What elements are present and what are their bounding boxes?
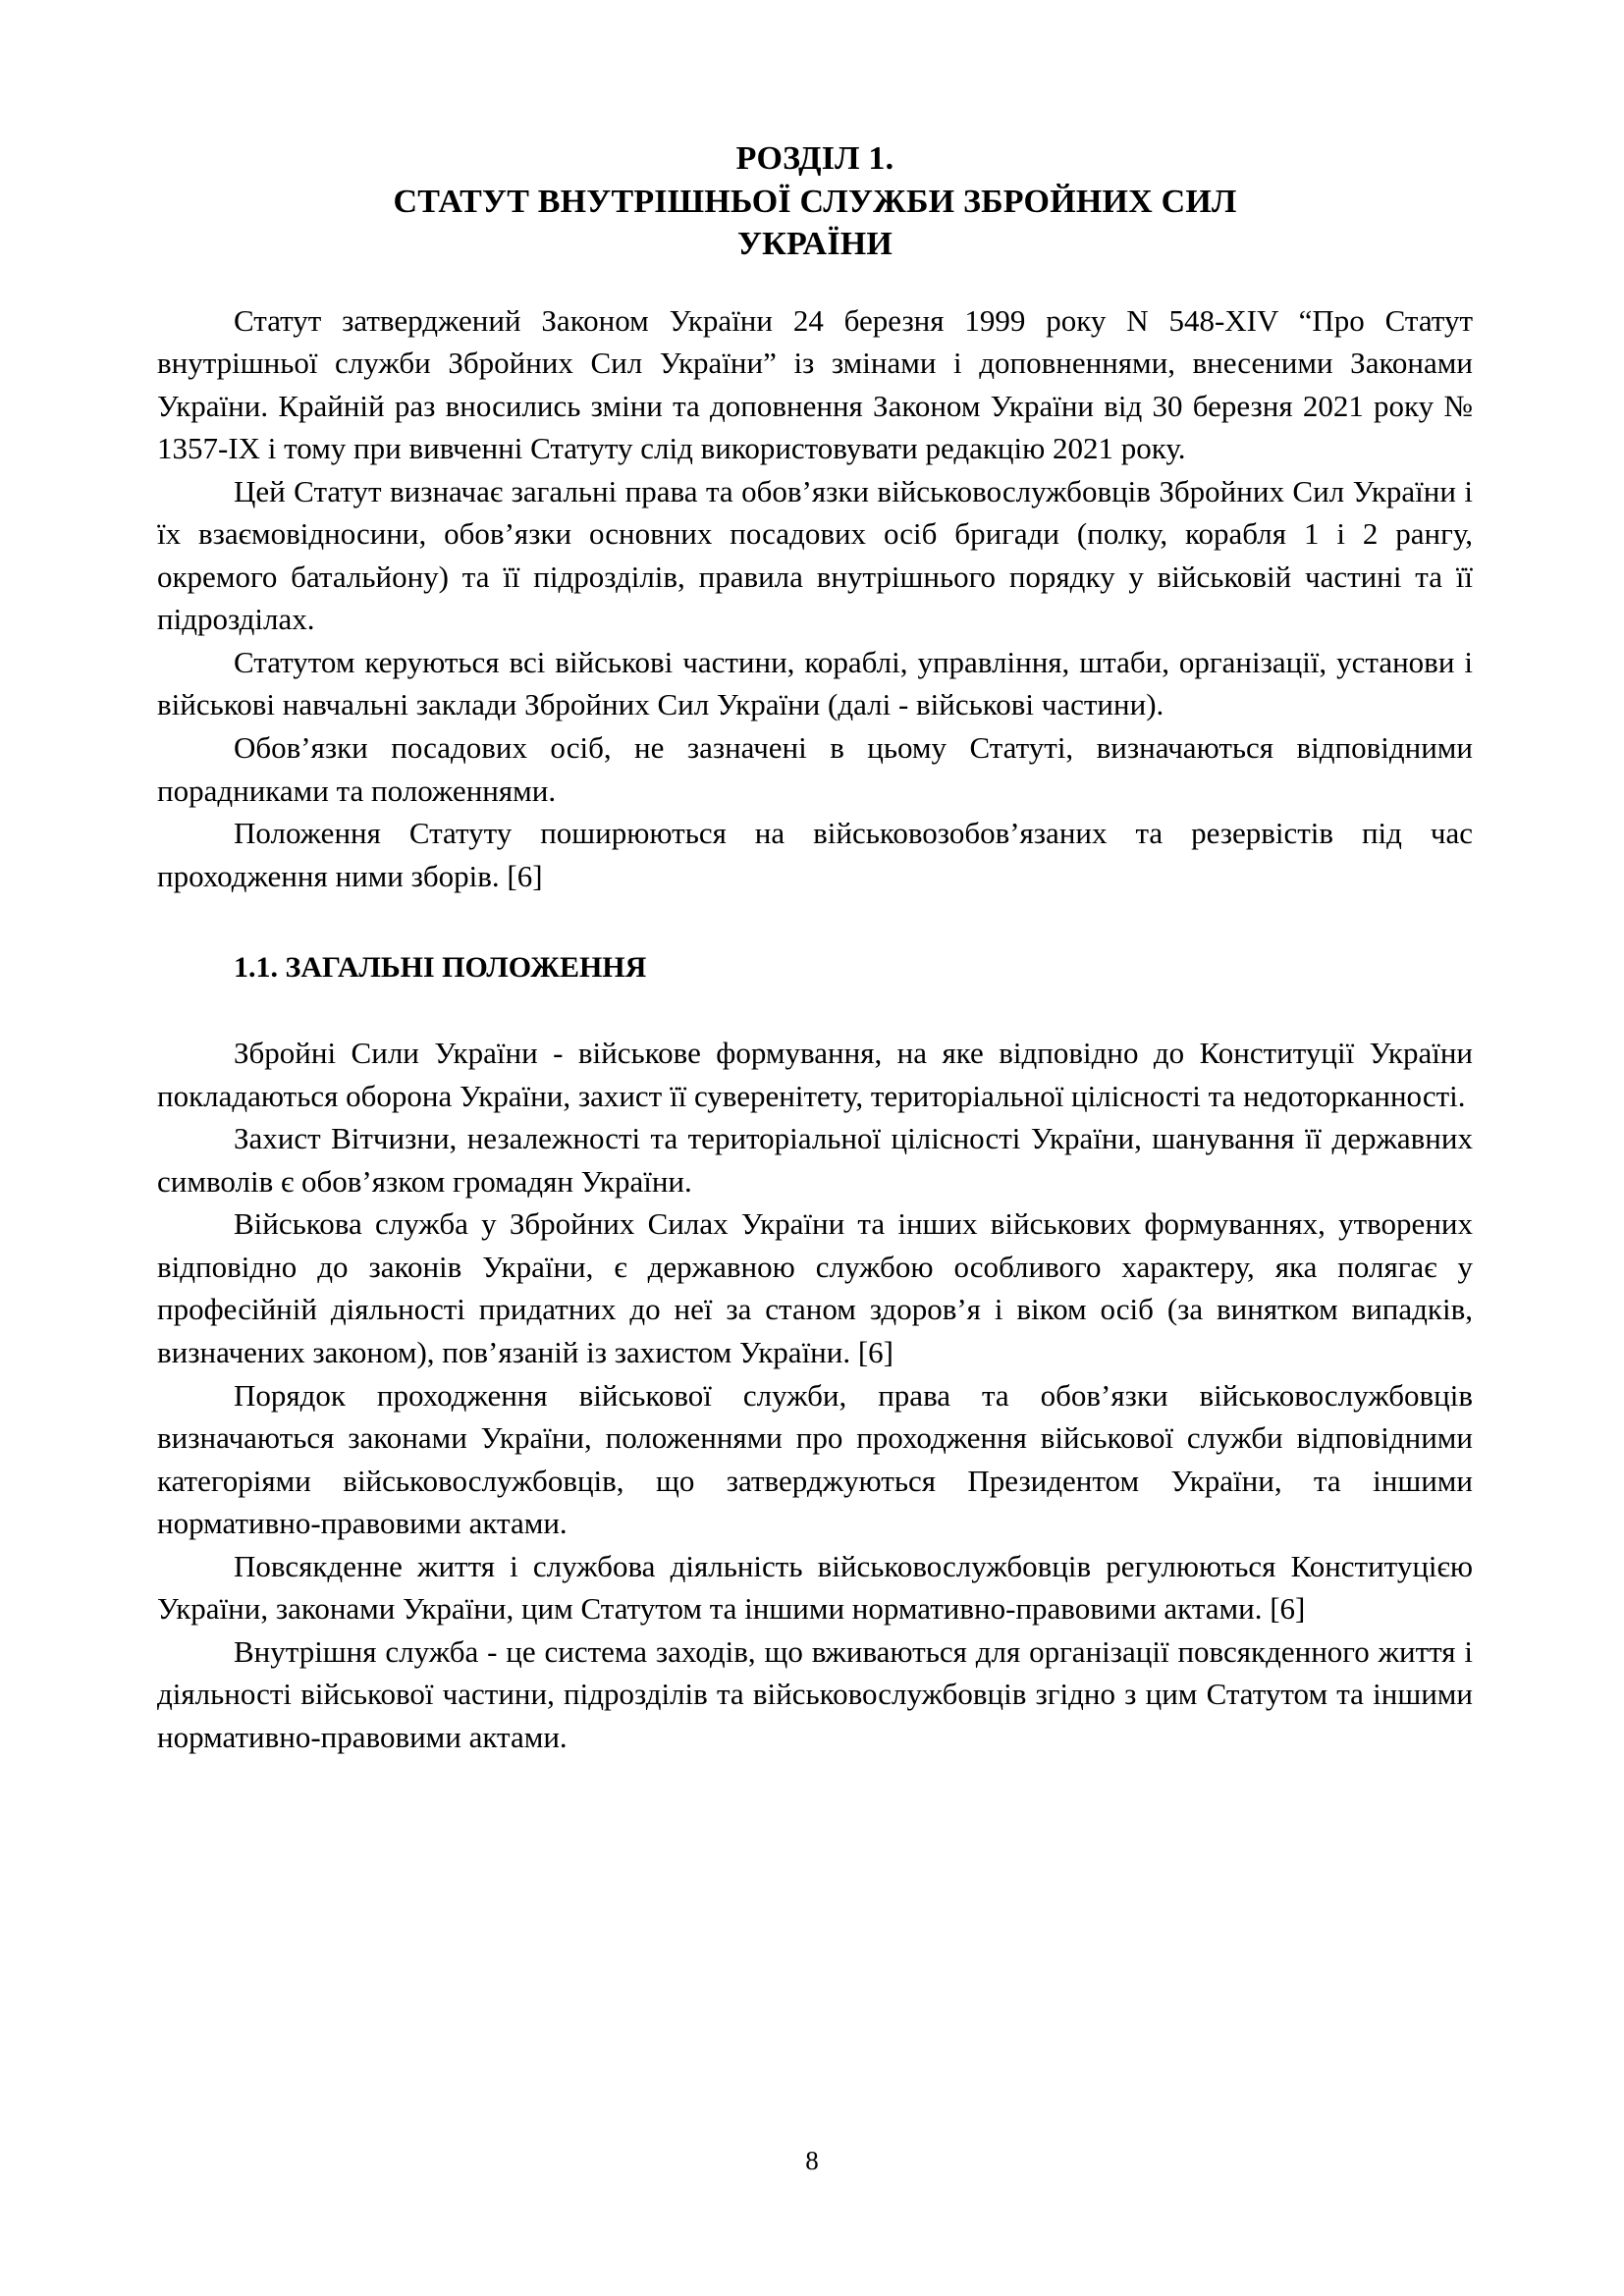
title-line-main: СТАТУТ ВНУТРІШНЬОЇ СЛУЖБИ ЗБРОЙНИХ СИЛ (393, 183, 1237, 220)
intro-paragraph-4: Обов’язки посадових осіб, не зазначені в цьому Статуті, визначаються відповідними порадниками та положеннями. (157, 730, 1473, 808)
section-paragraph-3: Військова служба у Збройних Силах України та інших військових формуваннях, утворених відповідно до законів України, є державною службою особливого характеру, яка полягає у професійній діяльності придатних до неї за станом здоров’я і віком осіб (за винятком випадків, визначених законом), пов’язаній із захистом України. [6] (157, 1206, 1473, 1370)
title-line-chapter: РОЗДІЛ 1. (735, 140, 894, 177)
intro-paragraph-1: Статут затверджений Законом України 24 березня 1999 року N 548-XIV “Про Статут внутрішньої служби Збройних Сил України” із змінами і доповненнями, внесеними Законами України. Крайній раз вносились зміни та доповнення Законом України від 30 березня 2021 року № 1357-IX і тому при вивченні Статуту слід використовувати редакцію 2021 року. (157, 302, 1473, 466)
intro-paragraph-3: Статутом керуються всі військові частини, кораблі, управління, штаби, організації, установи і військові навчальні заклади Збройних Сил України (далі - військові частини). (157, 644, 1473, 722)
page-title (157, 137, 1473, 266)
heading-spacer-top (157, 897, 1473, 948)
section-heading-1-1: 1.1. ЗАГАЛЬНІ ПОЛОЖЕННЯ (234, 951, 647, 985)
section-paragraph-1: Збройні Сили України - військове формування, на яке відповідно до Конституції України покладаються оборона України, захист її суверенітету, територіальної цілісності та недоторканності. (157, 1036, 1473, 1113)
section-paragraph-4: Порядок проходження військової служби, права та обов’язки військовослужбовців визначаються законами України, положеннями про проходження військової служби відповідними категоріями військовослужбовців, що затверджуються Президентом України, та іншими нормативно-правовими актами. (157, 1377, 1473, 1541)
page-number: 8 (805, 2146, 819, 2175)
page-content (157, 137, 1473, 1759)
title-line-tail: УКРАЇНИ (736, 226, 893, 263)
heading-spacer-bottom (157, 987, 1473, 1032)
intro-paragraph-2: Цей Статут визначає загальні права та обов’язки військовослужбовців Збройних Сил України і їх взаємовідносини, обов’язки основних посадових осіб бригади (полку, корабля 1 і 2 рангу, окремого батальйону) та її підрозділів, правила внутрішнього порядку у військовій частині та її підрозділах. (157, 473, 1473, 637)
section-paragraph-2: Захист Вітчизни, незалежності та територіальної цілісності України, шанування її державних символів є обов’язком громадян України. (157, 1121, 1473, 1199)
intro-paragraph-5: Положення Статуту поширюються на військовозобов’язаних та резервістів під час проходження ними зборів. [6] (157, 816, 1473, 893)
section-paragraph-5: Повсякденне життя і службова діяльність військовослужбовців регулюються Конституцією України, законами України, цим Статутом та іншими нормативно-правовими актами. [6] (157, 1548, 1473, 1627)
title-spacer (157, 266, 1473, 299)
section-paragraph-6: Внутрішня служба - це система заходів, що вживаються для організації повсякденного життя і діяльності військової частини, підрозділів та військовослужбовців згідно з цим Статутом та іншими нормативно-правовими актами. (157, 1633, 1473, 1754)
